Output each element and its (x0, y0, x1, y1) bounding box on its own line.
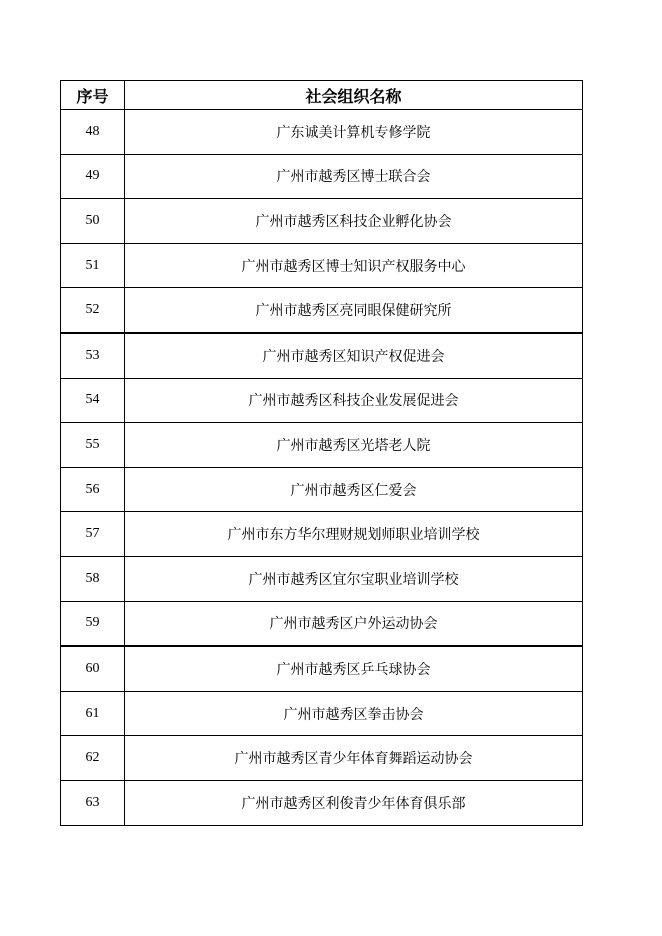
header-organization-name: 社会组织名称 (125, 81, 583, 110)
organization-name: 广州市越秀区拳击协会 (125, 691, 583, 736)
organization-name: 广州市越秀区仁爱会 (125, 467, 583, 512)
organization-name: 广州市越秀区青少年体育舞蹈运动协会 (125, 736, 583, 781)
row-number: 59 (61, 601, 125, 646)
table-row (61, 423, 583, 468)
organization-name: 广州市越秀区博士联合会 (125, 154, 583, 199)
row-number: 63 (61, 780, 125, 825)
table-row (61, 243, 583, 288)
row-number: 52 (61, 288, 125, 333)
table-row (61, 378, 583, 423)
table-row (61, 736, 583, 781)
table-row (61, 646, 583, 691)
row-number: 55 (61, 423, 125, 468)
organization-name: 广州市越秀区知识产权促进会 (125, 333, 583, 378)
row-number: 58 (61, 556, 125, 601)
table-row (61, 288, 583, 333)
row-number: 49 (61, 154, 125, 199)
row-number: 62 (61, 736, 125, 781)
table-row (61, 780, 583, 825)
organization-name: 广州市越秀区博士知识产权服务中心 (125, 243, 583, 288)
row-number: 51 (61, 243, 125, 288)
row-number: 60 (61, 646, 125, 691)
row-number: 50 (61, 199, 125, 244)
table-row (61, 601, 583, 646)
table-row (61, 556, 583, 601)
row-number: 56 (61, 467, 125, 512)
row-number: 54 (61, 378, 125, 423)
organization-name: 广州市越秀区科技企业孵化协会 (125, 199, 583, 244)
organization-table (60, 80, 583, 826)
header-number: 序号 (61, 81, 125, 110)
table-row (61, 512, 583, 557)
table-row (61, 691, 583, 736)
row-number: 61 (61, 691, 125, 736)
organization-name: 广东诚美计算机专修学院 (125, 110, 583, 155)
table-row (61, 199, 583, 244)
table-header-row (61, 81, 583, 110)
organization-name: 广州市越秀区宜尔宝职业培训学校 (125, 556, 583, 601)
organization-name: 广州市越秀区户外运动协会 (125, 601, 583, 646)
organization-name: 广州市东方华尔理财规划师职业培训学校 (125, 512, 583, 557)
row-number: 57 (61, 512, 125, 557)
organization-name: 广州市越秀区乒乓球协会 (125, 646, 583, 691)
organization-name: 广州市越秀区亮同眼保健研究所 (125, 288, 583, 333)
table-row (61, 154, 583, 199)
row-number: 53 (61, 333, 125, 378)
table-row (61, 467, 583, 512)
table-row (61, 333, 583, 378)
organization-name: 广州市越秀区光塔老人院 (125, 423, 583, 468)
table-row (61, 110, 583, 155)
organization-name: 广州市越秀区利俊青少年体育俱乐部 (125, 780, 583, 825)
row-number: 48 (61, 110, 125, 155)
organization-name: 广州市越秀区科技企业发展促进会 (125, 378, 583, 423)
